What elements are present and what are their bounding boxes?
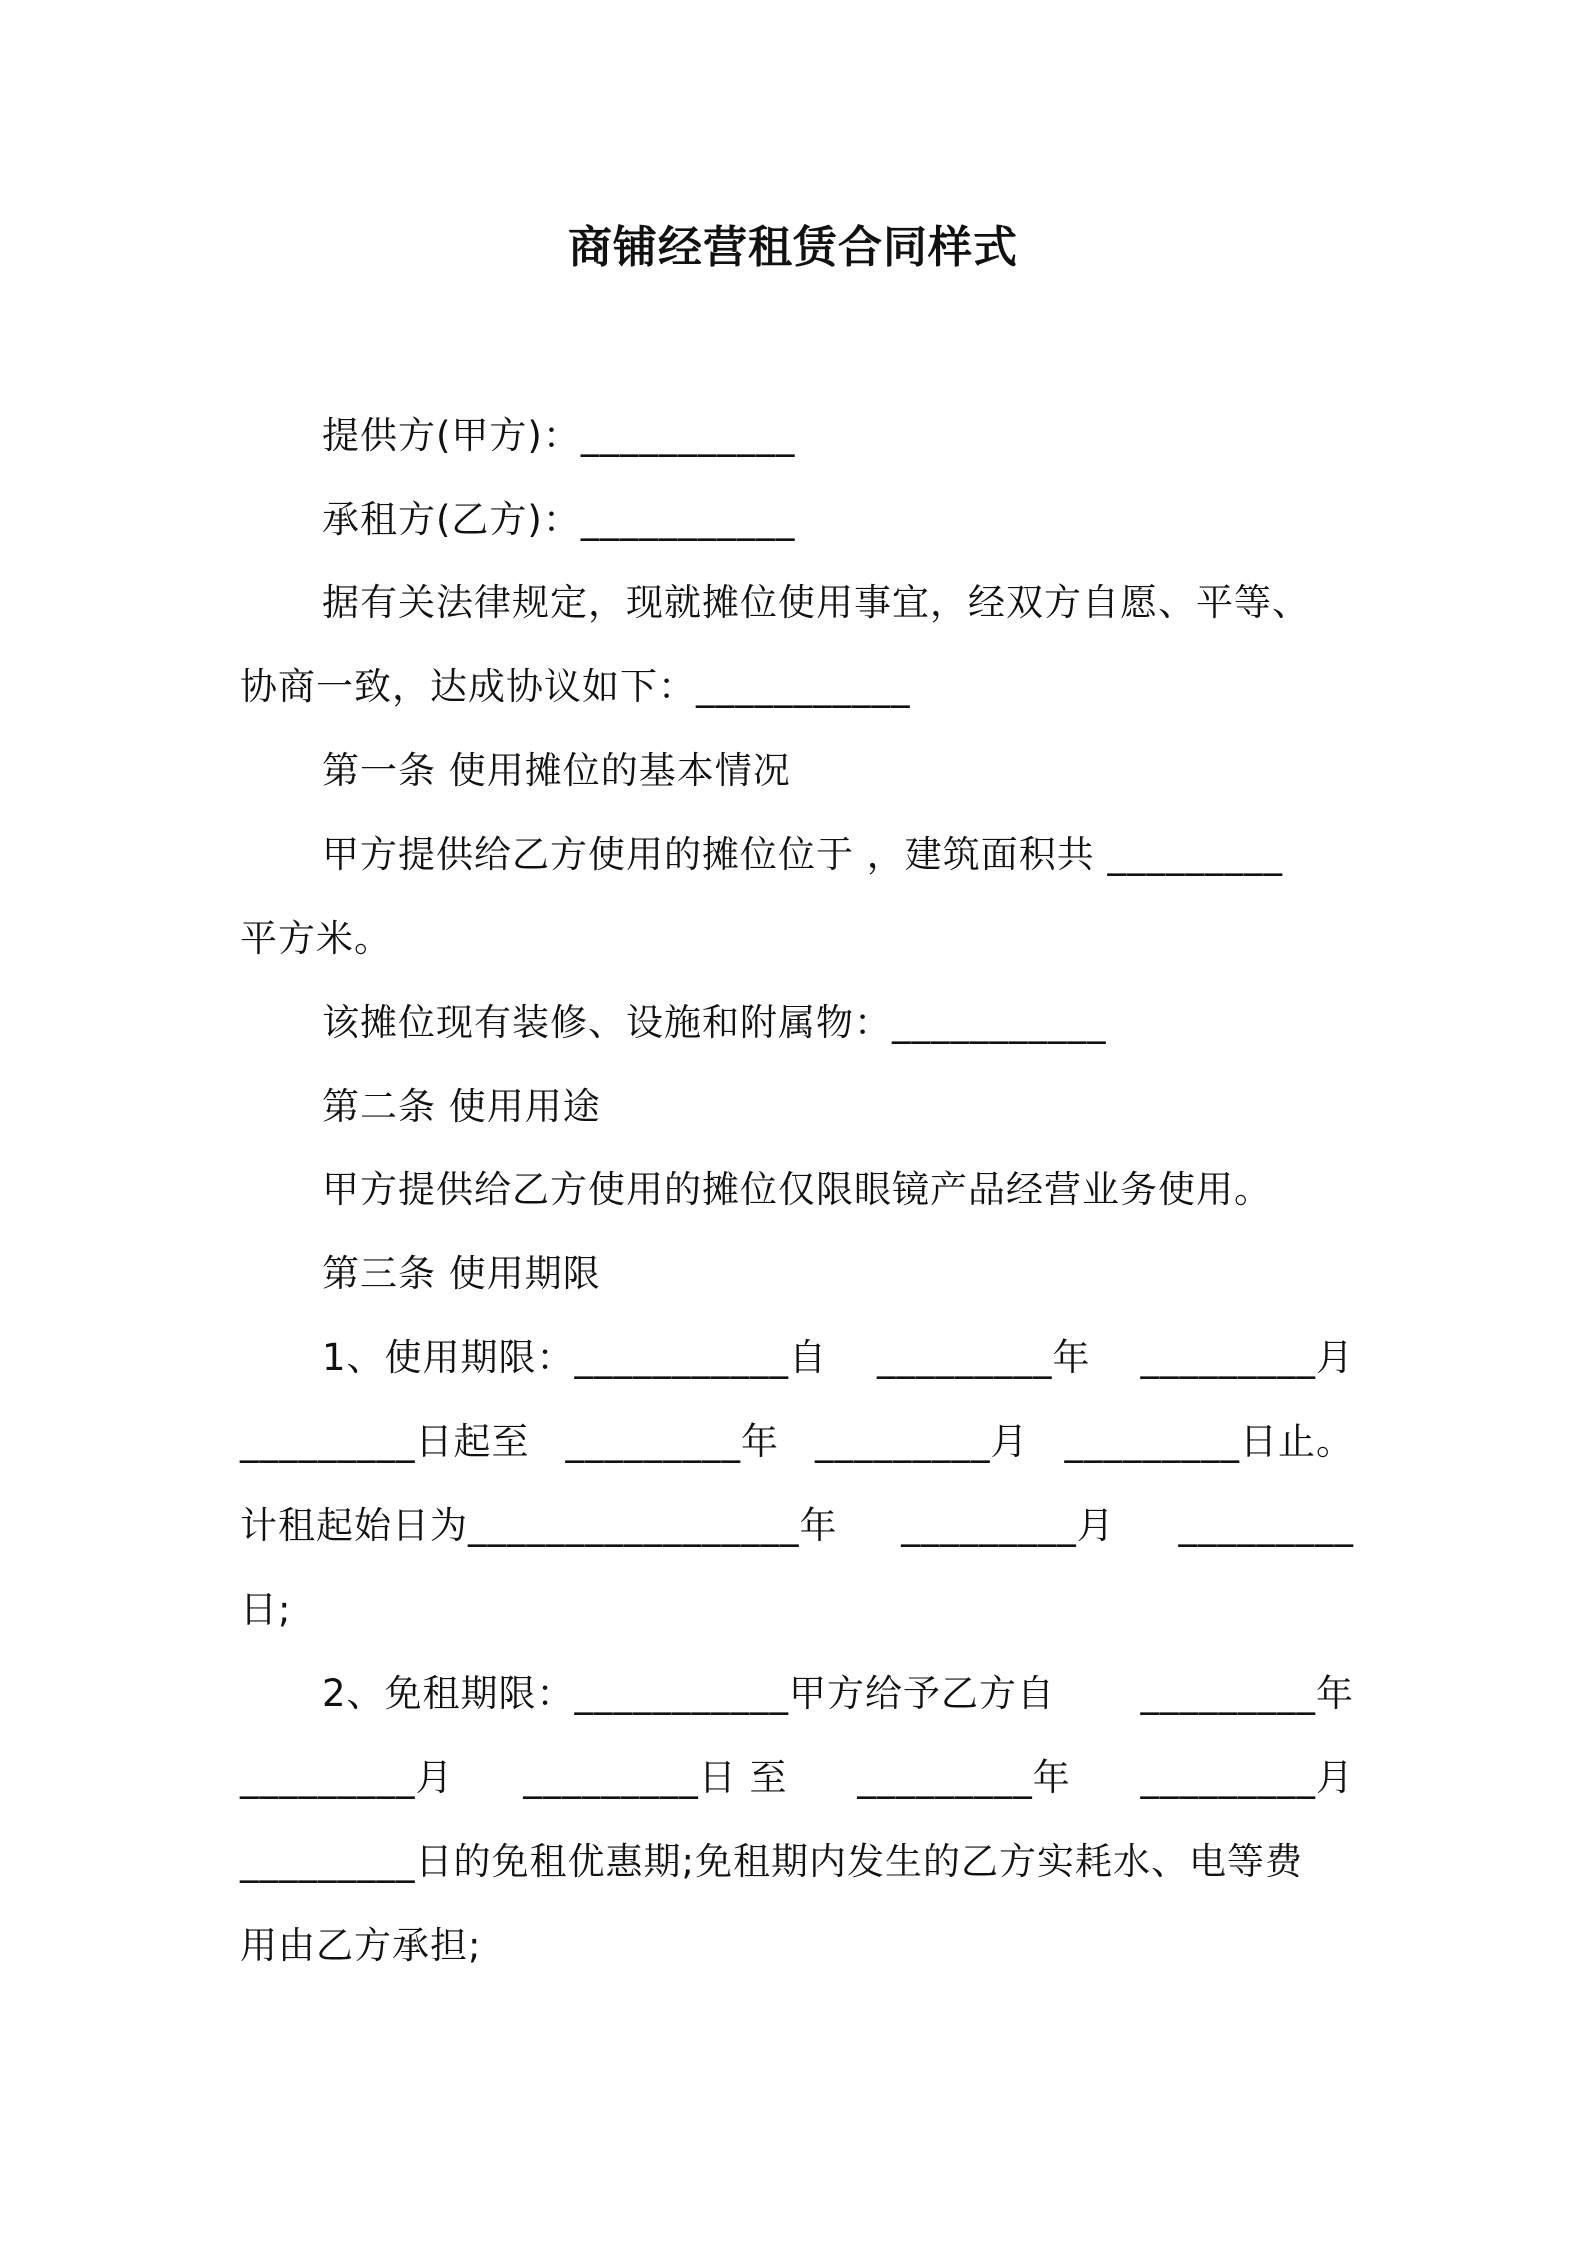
term-line-2-part: _________年 bbox=[565, 1420, 779, 1463]
free-rent-line-2-part: _________月 bbox=[240, 1756, 454, 1799]
article-1-facilities-line: 该摊位现有装修、设施和附属物：___________ bbox=[322, 1001, 1107, 1044]
party-b-line: 承租方(乙方)：___________ bbox=[322, 498, 796, 541]
free-rent-line-2-part: _________年 bbox=[857, 1756, 1071, 1799]
rent-start-line bbox=[240, 1497, 1354, 1555]
article-1-heading: 第一条 使用摊位的基本情况 bbox=[322, 749, 791, 792]
preamble-line-1: 据有关法律规定，现就摊位使用事宜，经双方自愿、平等、 bbox=[322, 581, 1310, 624]
free-rent-line-2-part: _________月 bbox=[1140, 1756, 1354, 1799]
article-2-heading: 第二条 使用用途 bbox=[322, 1085, 601, 1128]
rent-start-part: _________ bbox=[1178, 1504, 1354, 1547]
free-rent-line-3: _________日的免租优惠期;免租期内发生的乙方实耗水、电等费 bbox=[240, 1840, 1303, 1883]
article-3-heading: 第三条 使用期限 bbox=[322, 1252, 601, 1295]
rent-start-part: 计租起始日为_________________年 bbox=[240, 1504, 838, 1547]
free-rent-line-2 bbox=[240, 1749, 1354, 1807]
free-rent-line-1-part: 2、免租期限：___________甲方给予乙方自 bbox=[322, 1672, 1056, 1715]
free-rent-line-2-part: _________日 至 bbox=[523, 1756, 788, 1799]
term-line-1-part: 1、使用期限：___________自 bbox=[322, 1336, 828, 1379]
term-line-2-part: _________日起至 bbox=[240, 1420, 530, 1463]
term-line-2-part: _________月 bbox=[815, 1420, 1029, 1463]
free-rent-line-1 bbox=[322, 1665, 1354, 1723]
preamble-line-2: 协商一致，达成协议如下：___________ bbox=[240, 665, 911, 708]
rent-start-day: 日; bbox=[240, 1588, 292, 1631]
article-2-usage-line: 甲方提供给乙方使用的摊位仅限眼镜产品经营业务使用。 bbox=[322, 1168, 1272, 1211]
free-rent-line-1-part: _________年 bbox=[1140, 1672, 1354, 1715]
term-line-2-part: _________日止。 bbox=[1064, 1420, 1354, 1463]
article-1-location-line: 甲方提供给乙方使用的摊位位于 ，建筑面积共 _________ bbox=[322, 833, 1284, 876]
document-title: 商铺经营租赁合同样式 bbox=[568, 222, 1018, 273]
rent-start-part: _________月 bbox=[901, 1504, 1115, 1547]
term-line-1 bbox=[322, 1329, 1354, 1387]
article-1-area-unit: 平方米。 bbox=[240, 917, 392, 960]
term-line-1-part: _________年 bbox=[877, 1336, 1091, 1379]
term-line-2 bbox=[240, 1413, 1354, 1471]
free-rent-line-4: 用由乙方承担; bbox=[240, 1924, 482, 1967]
term-line-1-part: _________月 bbox=[1140, 1336, 1354, 1379]
party-a-line: 提供方(甲方)：___________ bbox=[322, 414, 796, 457]
